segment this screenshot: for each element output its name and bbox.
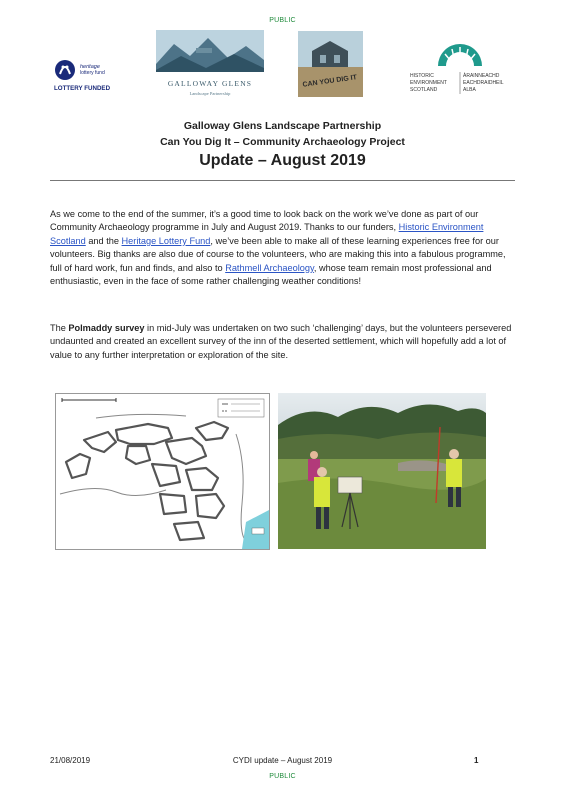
intro-text-2: and the (85, 235, 122, 246)
footer-date: 21/08/2019 (50, 756, 91, 765)
intro-text-4: , whose team remain most professional and enthusiastic, even in the face of some rather challenging weather conditions! (50, 262, 492, 287)
lottery-funded-text: LOTTERY FUNDED (54, 85, 111, 92)
project-heading: Can You Dig It – Community Archaeology Project (160, 136, 405, 148)
footer-doc-title: CYDI update – August 2019 (232, 756, 333, 765)
intro-text-3: , we’ve been able to make all of these learning experiences free for our volunteers. Big thanks are also due of course to the volunteers, who are making this into a fabulous programme, full of hard work, fun and finds, and also to (50, 235, 506, 273)
heritage-lottery-fund-link[interactable]: Heritage Lottery Fund (121, 235, 211, 246)
hes-gd-line-2: EACHDRAIDHEIL (463, 80, 504, 86)
polmaddy-survey-bold: Polmaddy survey (68, 323, 145, 333)
galloway-glens-logo (156, 30, 264, 100)
hes-arc-icon (438, 44, 482, 66)
update-title: Update – August 2019 (199, 152, 366, 169)
can-you-dig-it-text: CAN YOU DIG IT (302, 74, 358, 89)
galloway-glens-text: GALLOWAY GLENS (167, 79, 253, 88)
historic-environment-scotland-link[interactable]: Historic Environment Scotland (50, 222, 484, 246)
polmaddy-text-2: in mid-July was undertaken on two such ‘challenging’ days, but the volunteers persevered undaunted and created an excellent survey of the inn of the deserted settlement, which will hopefully add a lot of value to any further interpretation or exploration of the site. (50, 323, 512, 360)
classification-top: PUBLIC (269, 17, 296, 24)
hes-gd-line-3: ALBA (463, 87, 476, 93)
hes-en-line-2: ENVIRONMENT (410, 80, 447, 86)
historic-environment-scotland-logo (408, 44, 518, 96)
lottery-crossed-fingers-icon (55, 60, 75, 80)
lottery-funded-logo (52, 52, 116, 94)
hes-en-line-3: SCOTLAND (410, 87, 438, 93)
classification-bottom: PUBLIC (269, 773, 296, 780)
intro-paragraph (50, 208, 516, 288)
heritage-text: heritage (80, 64, 100, 70)
lottery-fund-text: lottery fund (80, 70, 105, 76)
can-you-dig-it-logo (298, 31, 363, 97)
footer-page-number: 1 (474, 756, 479, 765)
intro-text-1: As we come to the end of the summer, it’s a good time to look back on the work we’ve done as part of our Community Archaeology programme in July and August 2019. Thanks to our funders, (50, 209, 479, 233)
landscape-partnership-text: Landscape Partnership (189, 91, 231, 96)
polmaddy-text-1: The (50, 323, 69, 333)
title-divider (50, 180, 515, 181)
polmaddy-paragraph (50, 322, 516, 362)
hes-gd-line-1: ÀRAINNEACHD (463, 73, 500, 79)
volunteers-surveying-photo (278, 393, 486, 549)
partnership-heading: Galloway Glens Landscape Partnership (183, 120, 382, 132)
rathmell-archaeology-link[interactable]: Rathmell Archaeology (225, 262, 314, 273)
polmaddy-survey-plan-image (55, 393, 270, 550)
hes-en-line-1: HISTORIC (410, 73, 434, 79)
